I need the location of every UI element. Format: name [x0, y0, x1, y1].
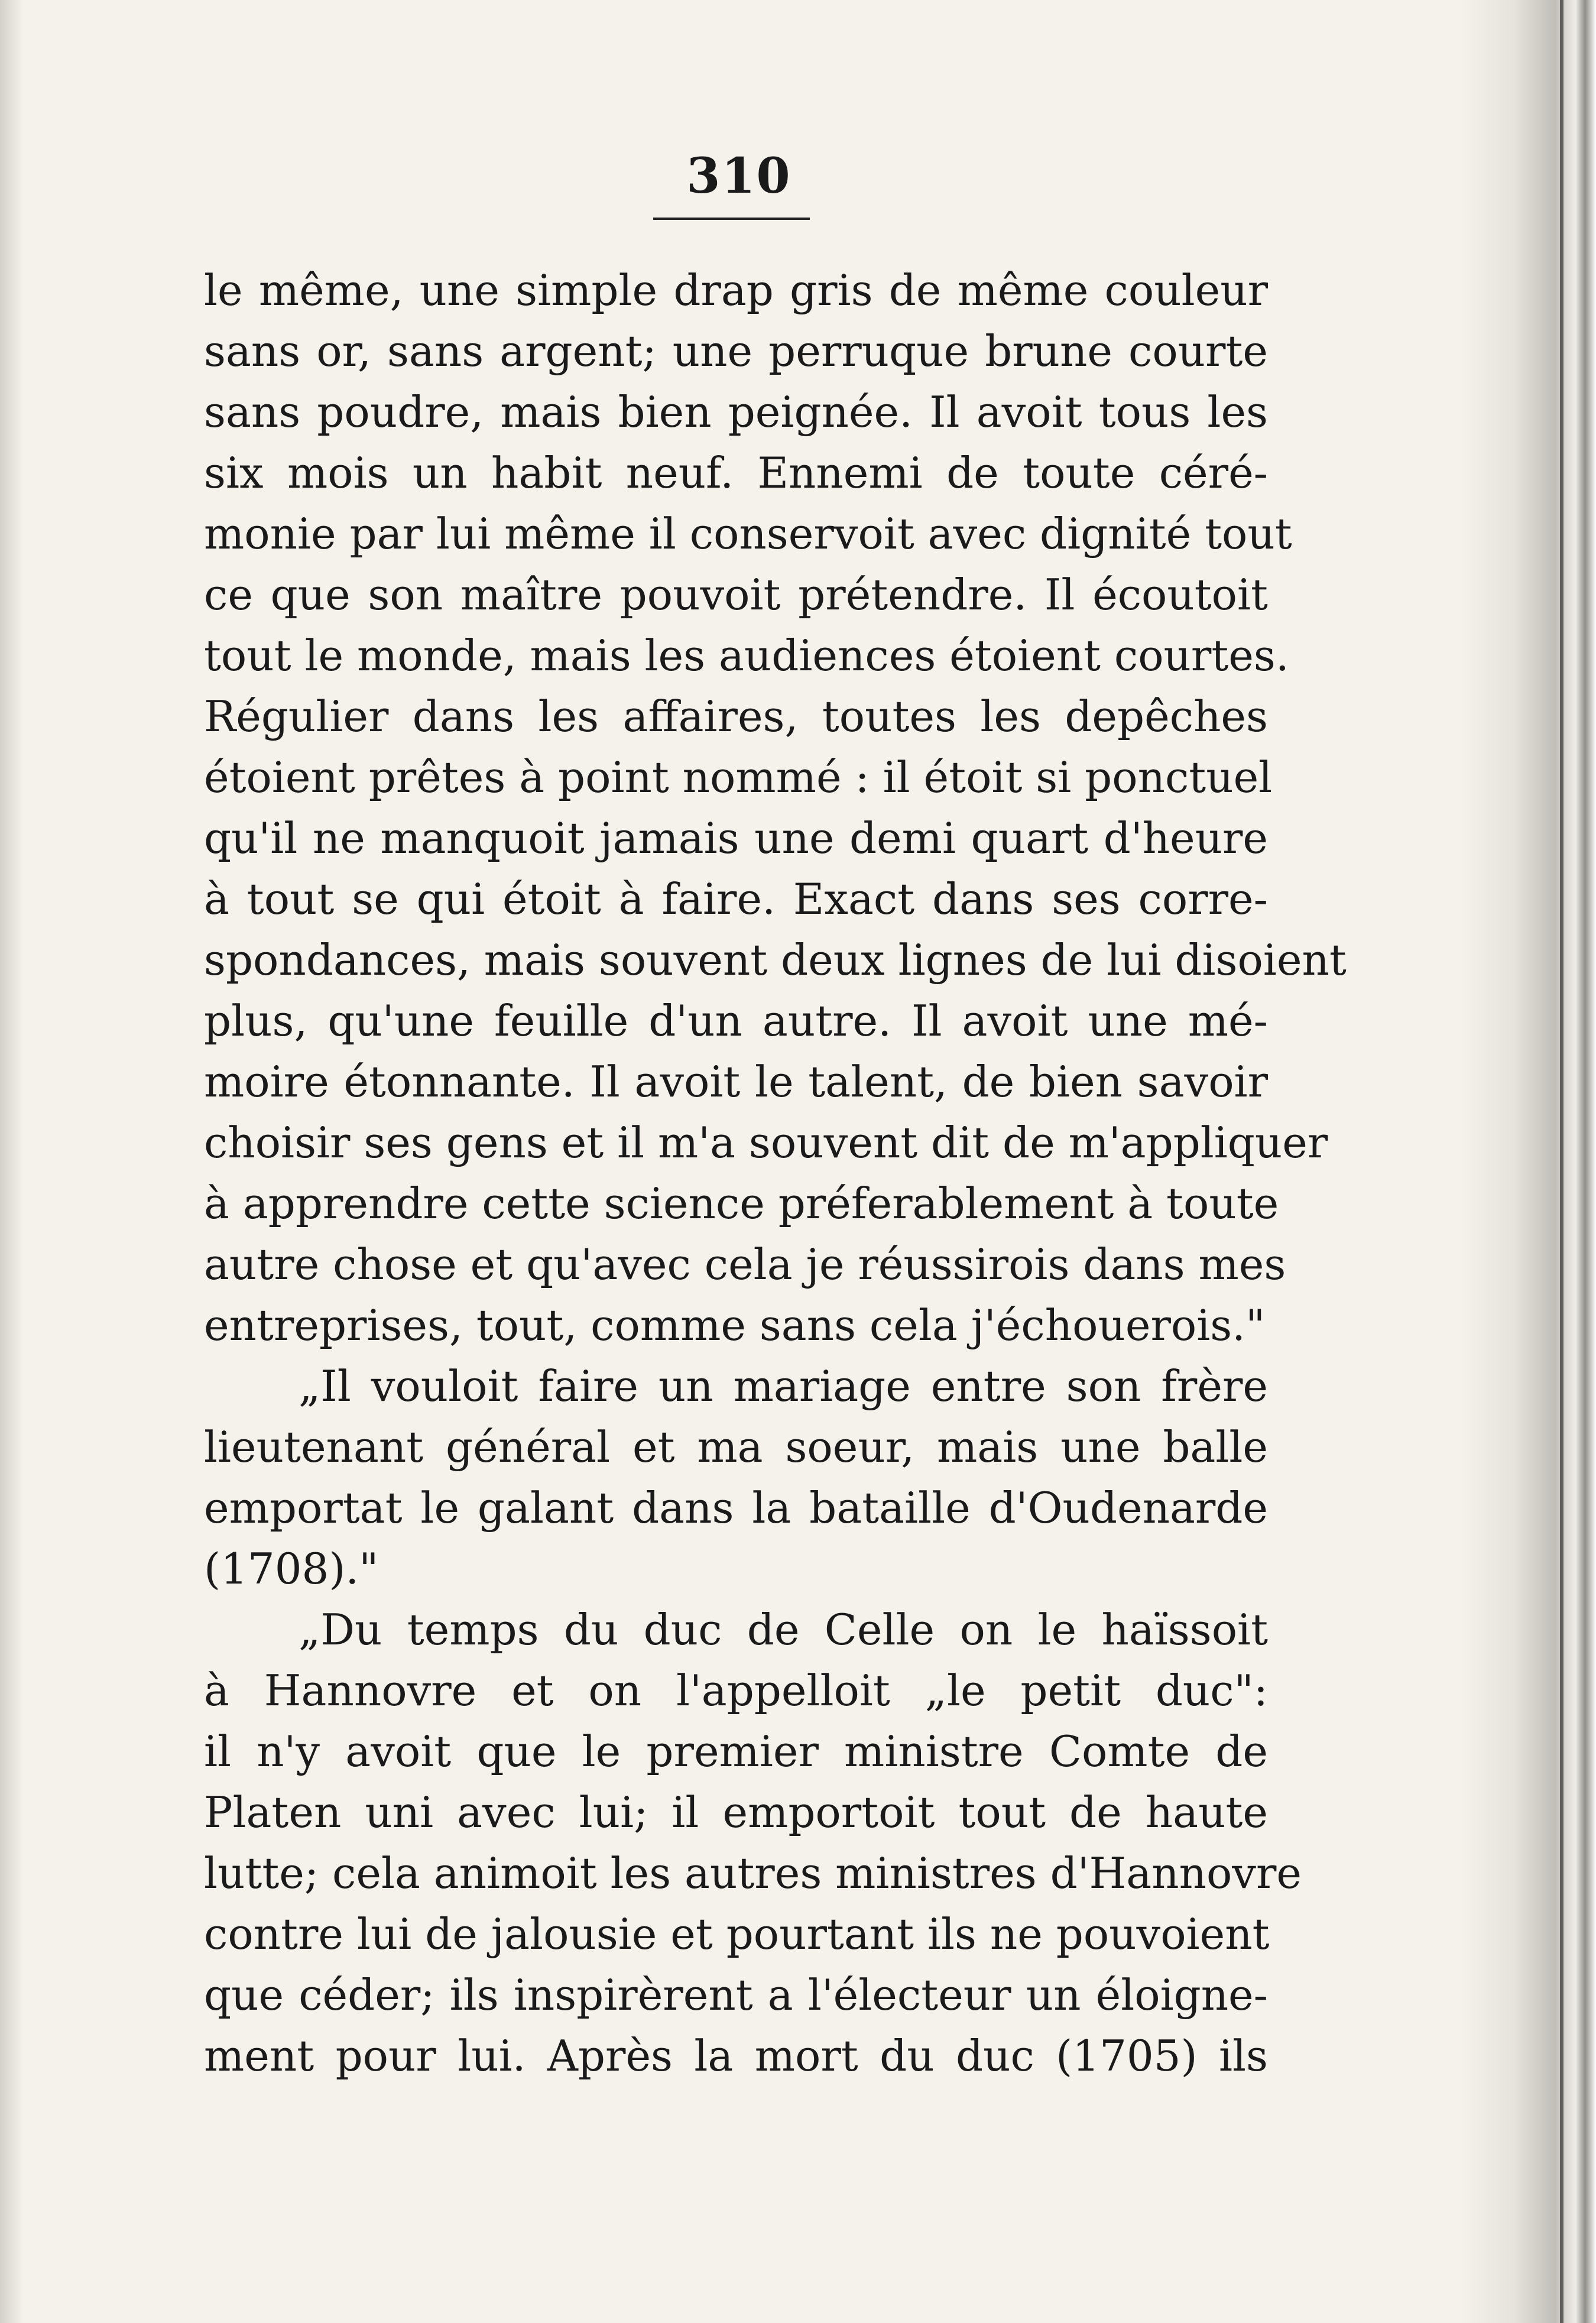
text-line: qu'il ne manquoit jamais une demi quart d'heure [204, 813, 1268, 863]
page-number: 310 [686, 148, 791, 205]
text-line: le même, une simple drap gris de même couleur [204, 265, 1268, 315]
text-line: Platen uni avec lui; il emportoit tout de haute [204, 1787, 1268, 1837]
text-line: „Il vouloit faire un mariage entre son frère [299, 1361, 1268, 1411]
text-line: lieutenant général et ma soeur, mais une balle [204, 1422, 1268, 1472]
text-line: six mois un habit neuf. Ennemi de toute céré- [204, 448, 1268, 498]
text-line: plus, qu'une feuille d'un autre. Il avoit une mé- [204, 996, 1268, 1046]
text-line: lutte; cela animoit les autres ministres d'Hannovre [204, 1848, 1302, 1898]
text-line: que céder; ils inspirèrent a l'électeur un éloigne- [204, 1970, 1268, 2020]
page-gutter-shadow [1460, 0, 1596, 2323]
text-line: à apprendre cette science préferablement à toute [204, 1179, 1279, 1228]
text-line: ment pour lui. Après la mort du duc (1705) ils [204, 2031, 1268, 2081]
text-line: moire étonnante. Il avoit le talent, de bien savoir [204, 1057, 1268, 1107]
binding-edge [1560, 0, 1563, 2323]
text-line: il n'y avoit que le premier ministre Comte de [204, 1727, 1268, 1776]
text-line: contre lui de jalousie et pourtant ils ne pouvoient [204, 1909, 1270, 1959]
text-line: emportat le galant dans la bataille d'Oudenarde [204, 1483, 1268, 1533]
text-line: sans or, sans argent; une perruque brune courte [204, 326, 1268, 376]
text-line: étoient prêtes à point nommé : il étoit si ponctuel [204, 752, 1273, 802]
text-line: spondances, mais souvent deux lignes de lui disoient [204, 935, 1347, 985]
text-line: tout le monde, mais les audiences étoient courtes. [204, 631, 1289, 680]
text-line: „Du temps du duc de Celle on le haïssoit [299, 1605, 1268, 1654]
text-line: entreprises, tout, comme sans cela j'échouerois." [204, 1300, 1266, 1350]
text-line: choisir ses gens et il m'a souvent dit de m'appliquer [204, 1118, 1328, 1167]
text-line: ce que son maître pouvoit prétendre. Il écoutoit [204, 570, 1268, 619]
text-line: sans poudre, mais bien peignée. Il avoit tous les [204, 387, 1268, 437]
body-text [204, 260, 1347, 2087]
text-line: à tout se qui étoit à faire. Exact dans ses corre- [204, 874, 1268, 924]
text-line: à Hannovre et on l'appelloit „le petit duc": [204, 1666, 1268, 1715]
text-line: monie par lui même il conservoit avec dignité tout [204, 509, 1292, 559]
text-line: (1708)." [204, 1544, 379, 1594]
text-line: Régulier dans les affaires, toutes les depêches [204, 692, 1268, 741]
header-rule [653, 218, 810, 220]
text-line: autre chose et qu'avec cela je réussirois dans mes [204, 1240, 1286, 1289]
page-left-shadow [0, 0, 24, 2323]
